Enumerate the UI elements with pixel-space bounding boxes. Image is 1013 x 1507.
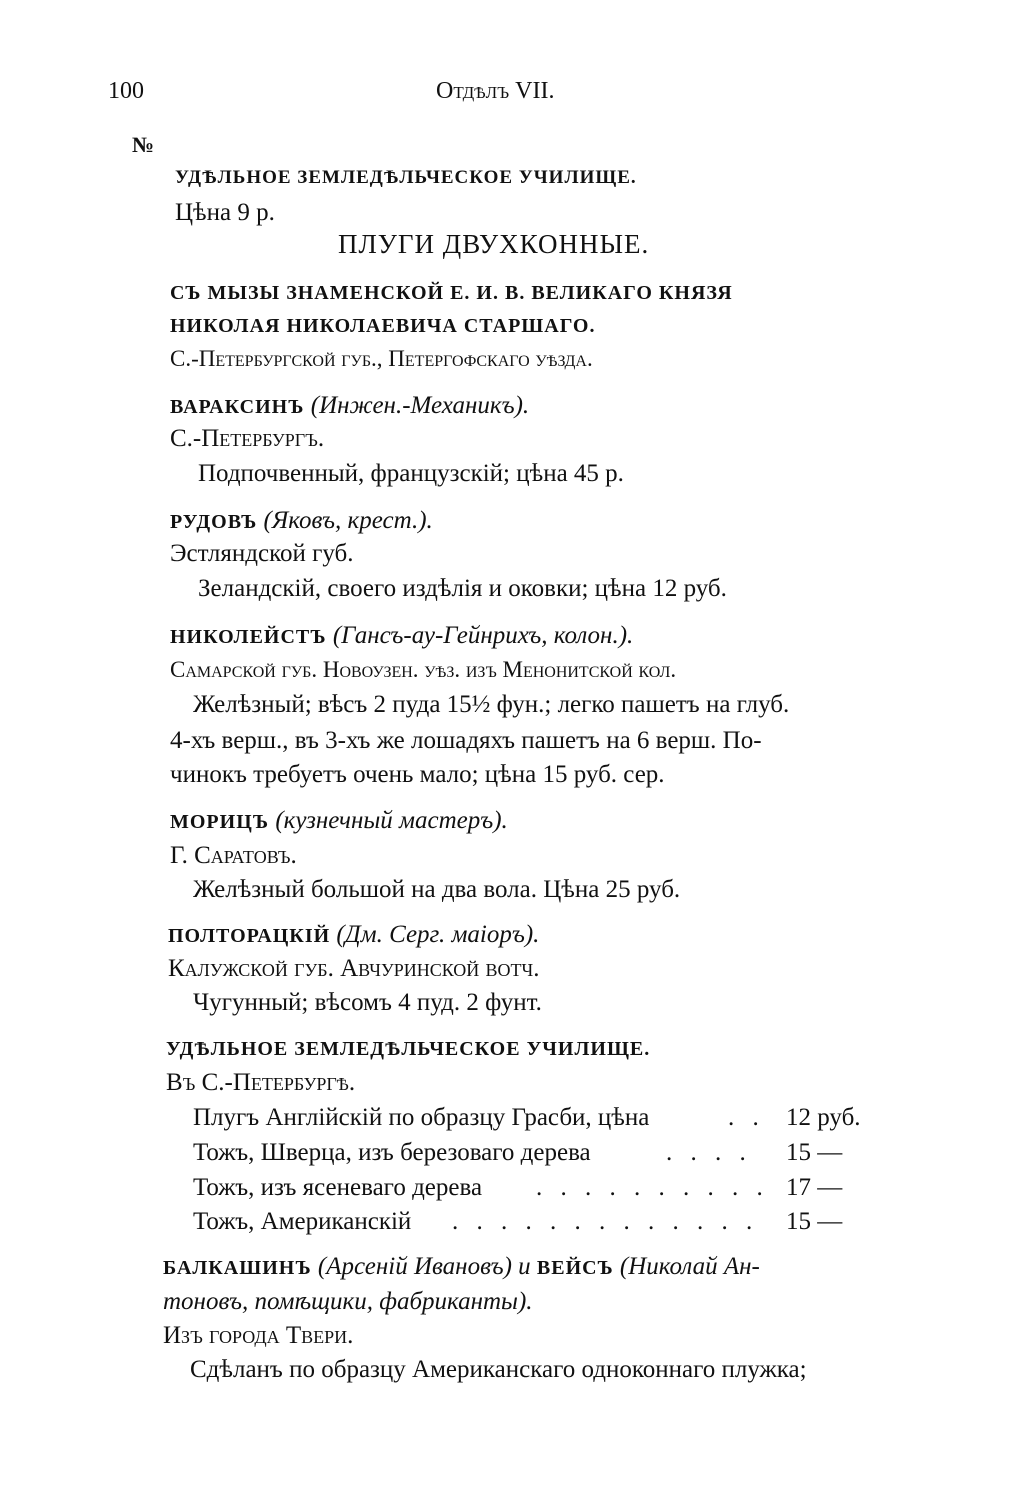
price-item-leader: . . bbox=[728, 1104, 765, 1131]
nikoleist-desc-line2: 4-хъ верш., въ 3-хъ же лошадяхъ пашетъ на 6 верш. По- bbox=[170, 727, 762, 754]
nikoleist-entry bbox=[170, 621, 633, 652]
varaksin-name: ВАРАКСИНЪ bbox=[170, 396, 305, 418]
price-item-text: Тожъ, Шверца, изъ березоваго дерева bbox=[193, 1139, 591, 1166]
balkashin-entry bbox=[163, 1252, 760, 1283]
rudov-name: РУДОВЪ bbox=[170, 511, 258, 533]
znamenskaya-place: С.-Петербургской губ., Петергофскаго уѣзда. bbox=[170, 346, 593, 371]
nikoleist-place: Самарской губ. Новоузен. уѣз. изъ Менонитской кол. bbox=[170, 657, 677, 682]
moritz-role: (кузнечный мастеръ). bbox=[275, 807, 508, 834]
price-item-leader: . . . . . . . . . . . . . bbox=[452, 1208, 759, 1235]
nikoleist-name: НИКОЛЕЙСТЪ bbox=[170, 626, 327, 648]
poltoratsky-desc: Чугунный; вѣсомъ 4 пуд. 2 фунт. bbox=[193, 989, 542, 1016]
nikoleist-desc-line3: чинокъ требуетъ очень мало; цѣна 15 руб. сер. bbox=[170, 761, 665, 788]
price-item-price: 12 руб. bbox=[786, 1104, 861, 1131]
price-item-price: 15 — bbox=[786, 1208, 843, 1235]
balkashin-name: БАЛКАШИНЪ bbox=[163, 1257, 312, 1279]
balkashin-conj: и bbox=[518, 1253, 531, 1280]
varaksin-role: (Инжен.-Механикъ). bbox=[310, 392, 530, 419]
balkashin-place: Изъ города Твери. bbox=[163, 1322, 354, 1349]
page-number: 100 bbox=[108, 78, 144, 104]
varaksin-entry bbox=[170, 391, 529, 422]
section-heading: ПЛУГИ ДВУХКОННЫЕ. bbox=[338, 229, 650, 259]
intro-price: Цѣна 9 р. bbox=[175, 199, 275, 226]
balkashin-desc: Сдѣланъ по образцу Американскаго одноконнаго плужка; bbox=[190, 1356, 807, 1383]
price-item-leader: . . . . . . . . . . bbox=[536, 1174, 769, 1201]
section-header: Отдѣлъ VII. bbox=[436, 78, 555, 104]
znamenskaya-name-line1: СЪ МЫЗЫ ЗНАМЕНСКОЙ Е. И. В. ВЕЛИКАГО КНЯЗЯ bbox=[170, 282, 733, 304]
balkashin-role: (Арсеній Ивановъ) bbox=[317, 1253, 512, 1280]
weiss-name: ВЕЙСЪ bbox=[536, 1257, 614, 1279]
nikoleist-desc-line1: Желѣзный; вѣсъ 2 пуда 15½ фун.; легко пашетъ на глуб. bbox=[193, 691, 790, 718]
poltoratsky-role: (Дм. Серг. маіоръ). bbox=[336, 921, 540, 948]
rudov-desc: Зеландскій, своего издѣлія и оковки; цѣна 12 руб. bbox=[198, 575, 727, 602]
intro-org: УДѢЛЬНОЕ ЗЕМЛЕДѢЛЬЧЕСКОЕ УЧИЛИЩЕ. bbox=[175, 167, 637, 188]
price-item-text: Тожъ, изъ ясеневаго дерева bbox=[193, 1174, 483, 1201]
moritz-name: МОРИЦЪ bbox=[170, 811, 270, 833]
rudov-place: Эстляндской губ. bbox=[170, 540, 354, 567]
price-item-text: Тожъ, Американскій bbox=[193, 1208, 412, 1235]
poltoratsky-entry bbox=[168, 920, 539, 951]
poltoratsky-name: ПОЛТОРАЦКІЙ bbox=[168, 925, 331, 947]
nikoleist-role: (Гансъ-ау-Гейнрихъ, колон.). bbox=[332, 622, 634, 649]
poltoratsky-place: Калужской губ. Авчуринской вотч. bbox=[168, 955, 540, 982]
udelnoe-place: Въ С.-Петербургѣ. bbox=[166, 1069, 356, 1096]
udelnoe-name: УДѢЛЬНОЕ ЗЕМЛЕДѢЛЬЧЕСКОЕ УЧИЛИЩЕ. bbox=[166, 1038, 651, 1060]
rudov-role: (Яковъ, крест.). bbox=[263, 507, 433, 534]
moritz-place: Г. Саратовъ. bbox=[170, 842, 297, 869]
price-item-text: Плугъ Англійскій по образцу Грасби, цѣна bbox=[193, 1104, 650, 1131]
weiss-role-line1: (Николай Ан- bbox=[619, 1253, 760, 1280]
price-item-price: 15 — bbox=[786, 1139, 843, 1166]
varaksin-desc: Подпочвенный, французскій; цѣна 45 р. bbox=[198, 460, 624, 487]
varaksin-place: С.-Петербургъ. bbox=[170, 425, 325, 452]
weiss-role-line2: тоновъ, помѣщики, фабриканты). bbox=[163, 1288, 533, 1315]
price-item-leader: . . . . bbox=[666, 1139, 752, 1166]
price-item-price: 17 — bbox=[786, 1174, 843, 1201]
moritz-desc: Желѣзный большой на два вола. Цѣна 25 руб. bbox=[193, 876, 681, 903]
moritz-entry bbox=[170, 806, 508, 837]
number-sign: № bbox=[132, 132, 156, 157]
rudov-entry bbox=[170, 506, 433, 537]
znamenskaya-name-line2: НИКОЛАЯ НИКОЛАЕВИЧА СТАРШАГО. bbox=[170, 315, 596, 337]
